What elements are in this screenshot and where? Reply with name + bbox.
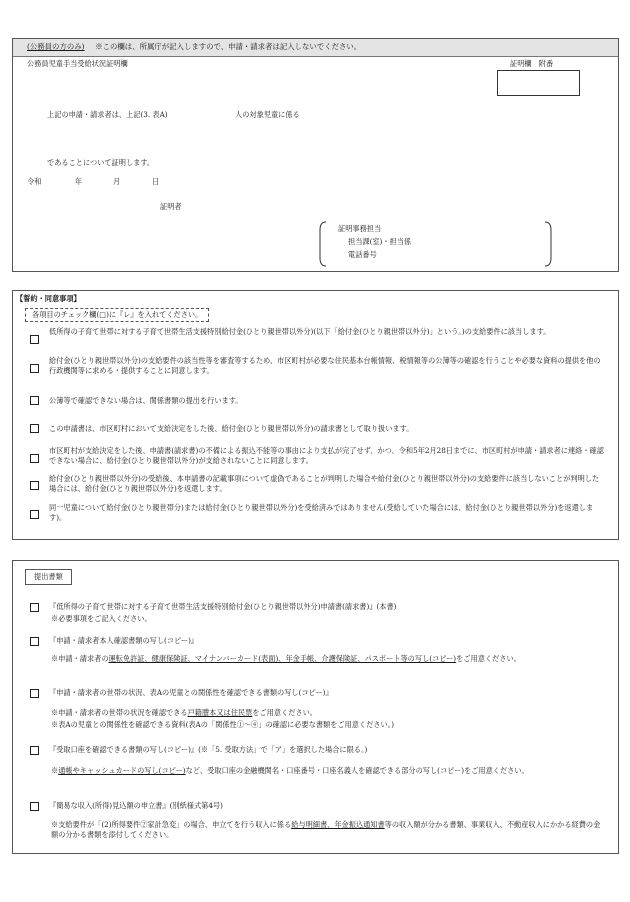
certification-header (27, 42, 361, 52)
date-day: 日 (152, 177, 160, 186)
income-proof-text: 給与明細書、年金振込通知書 (291, 820, 385, 829)
pledge-item-2: 給付金(ひとり親世帯以外分)の支給要件の該当性等を審査等するため、市区町村が必要な住民基本台帳情報、税情報等の公簿等の確認を行うことや必要な資料の提供を他の行政機関等に求める・提供することに同意します。 (49, 356, 601, 375)
pledge-checkbox-6[interactable] (30, 481, 39, 490)
pledge-checkbox-4[interactable] (30, 424, 39, 433)
document-item-4-note-prefix: ※ (51, 766, 59, 775)
document-item-5-note-prefix: ※支給要件が「(2)所得要件②家計急変」の場合、申立てを行う収入に係る (51, 820, 292, 829)
document-item-5-note-suffix: 等の収入額が分かる書類、事業収入、不動産収入にかかる経費の金額の分かる書類を添付してください。 (51, 820, 601, 839)
document-item-4-title: 『受取口座を確認できる書類の写し(コピー)』(※「5. 受取方法」で「ア」を選択した場合に限る。) (49, 745, 368, 754)
pledge-item-6: 給付金(ひとり親世帯以外分)の受給後、本申請書の記載事項について虚偽であることが判明した場合や給付金(ひとり親世帯以外分)の支給要件に該当しないことが判明した場合には、給付金(ひとり親世帯以外分)を返還します。 (49, 474, 600, 493)
certification-title: 公務員児童手当受給状況証明欄 (27, 59, 128, 68)
document-item-2-note-prefix: ※申請・請求者の (51, 654, 109, 663)
document-checkbox-2[interactable] (30, 637, 39, 646)
pledge-checkbox-1[interactable] (30, 335, 39, 344)
pledge-checkbox-5[interactable] (30, 454, 39, 463)
date-month: 月 (113, 177, 121, 186)
certification-line-2: であることについて証明します。 (47, 158, 155, 167)
id-documents-list: 運転免許証、健康保険証、マイナンバーカード(表面)、年金手帳、介護保険証、パスポート等の写し(コピー) (108, 654, 457, 663)
document-item-1-title: 『低所得の子育て世帯に対する子育て世帯生活支援特別給付金(ひとり親世帯以外分)申請書(請求書)』(本書) (49, 602, 397, 611)
pledge-item-5: 市区町村が支給決定をした後、申請書(請求書)の不備による振込不能等の事由により支払が完了せず、かつ、令和5年2月28日までに、市区町村が申請・請求者に連絡・確認できない場合に、給付金(ひとり親世帯以外分)が支給されないことに同意します。 (49, 446, 604, 465)
document-checkbox-5[interactable] (30, 802, 39, 811)
pledge-checkbox-7[interactable] (30, 510, 39, 519)
family-register-text: 戸籍謄本又は住民票 (187, 708, 253, 717)
pledge-item-4: この申請書は、市区町村において支給決定をした後、給付金(ひとり親世帯以外分)の請求書として取り扱います。 (49, 424, 414, 433)
pledge-heading: 【誓約・同意事項】 (16, 294, 81, 303)
document-item-1-note: ※必要事項をご記入ください。 (51, 614, 152, 623)
document-item-3-note-2: ※表Aの児童との関係性を確認できる資料(表Aの「関係性①～④」の確認に必要な書類をご用意ください。) (51, 720, 395, 729)
contact-line-1: 証明事務担当 (338, 224, 382, 233)
document-item-5-note (51, 820, 607, 839)
document-item-2-note-suffix: をご用意ください。 (456, 654, 521, 663)
pledge-instruction: 各項目のチェック欄(□)に『レ』を入れてください。 (25, 308, 209, 322)
document-item-3-note-prefix: ※申請・請求者の世帯の状況を確認できる (51, 708, 188, 717)
pledge-item-1: 低所得の子育て世帯に対する子育て世帯生活支援特別給付金(ひとり親世帯以外分)(以下「給付金(ひとり親世帯以外分)」という。)の支給要件に該当します。 (49, 327, 551, 336)
pledge-item-3: 公簿等で確認できない場合は、関係書類の提出を行います。 (49, 396, 243, 405)
certification-number-label: 証明欄 附番 (510, 59, 554, 68)
document-checkbox-3[interactable] (30, 689, 39, 698)
certification-note: ※この欄は、所属庁が記入しますので、申請・請求者は記入しないでください。 (95, 42, 362, 51)
document-item-3-note-suffix: をご用意ください。 (252, 708, 317, 717)
document-item-3-note-1 (51, 708, 317, 718)
document-item-4-note (51, 766, 607, 776)
document-item-2-title: 『申請・請求者本人確認書類の写し(コピー)』 (49, 636, 199, 645)
document-item-4-note-suffix: など、受取口座の金融機関名・口座番号・口座名義人を確認できる部分の写し(コピー)をご用意ください。 (185, 766, 529, 775)
pledge-checkbox-2[interactable] (30, 364, 39, 373)
bankbook-copy-text: 通帳やキャッシュカードの写し(コピー) (58, 766, 186, 775)
certifier-label: 証明者 (160, 202, 182, 211)
documents-heading: 提出書類 (25, 569, 72, 585)
contact-line-3: 電話番号 (348, 250, 377, 259)
date-era: 令和 (27, 177, 42, 186)
date-year: 年 (75, 177, 83, 186)
public-servant-tag: (公務員の方のみ) (27, 42, 85, 51)
certification-number-field[interactable] (497, 70, 580, 96)
document-checkbox-1[interactable] (30, 603, 39, 612)
document-item-2-note (51, 654, 607, 664)
certification-line-1b: 人の対象児童に係る (235, 110, 300, 119)
certification-line-1a: 上記の申請・請求者は、上記(3. 表A) (47, 110, 168, 119)
pledge-item-7: 同一児童について給付金(ひとり親世帯分)または給付金(ひとり親世帯以外分)を受給済みではありません(受給していた場合には、給付金(ひとり親世帯以外分)を返還します)。 (49, 503, 594, 522)
contact-line-2: 担当課(室)・担当係 (348, 237, 412, 246)
pledge-checkbox-3[interactable] (30, 396, 39, 405)
document-item-5-title: 『簡易な収入(所得)見込額の申立書』(別紙様式第4号) (49, 801, 223, 810)
document-checkbox-4[interactable] (30, 746, 39, 755)
document-item-3-title: 『申請・請求者の世帯の状況、表Aの児童との関係性を確認できる書類の写し(コピー)』 (49, 688, 333, 697)
